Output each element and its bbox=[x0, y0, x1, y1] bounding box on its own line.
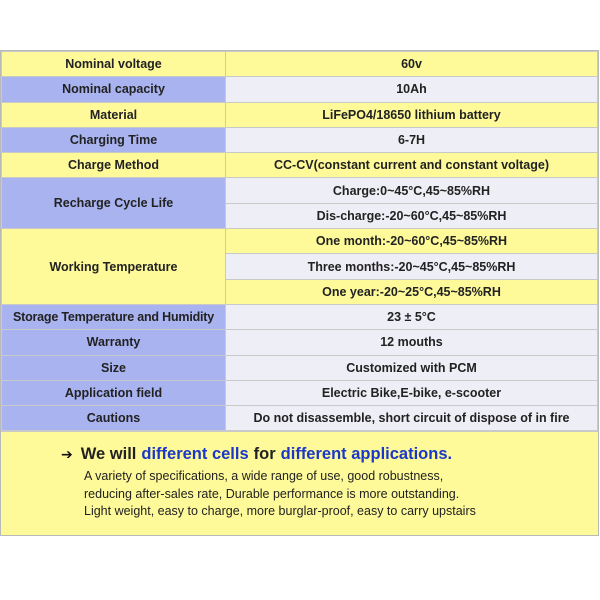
headline-highlight-1: different cells bbox=[141, 445, 249, 464]
row-value: LiFePO4/18650 lithium battery bbox=[226, 102, 598, 127]
table-row bbox=[2, 127, 598, 152]
row-value: CC-CV(constant current and constant voltage) bbox=[226, 153, 598, 178]
spec-sheet bbox=[0, 50, 599, 536]
table-row bbox=[2, 102, 598, 127]
row-value: One month:-20~60°C,45~85%RH bbox=[226, 229, 598, 254]
row-value: 23 ± 5°C bbox=[226, 304, 598, 329]
table-row bbox=[2, 77, 598, 102]
headline-prefix: We will bbox=[80, 445, 137, 464]
row-label: Recharge Cycle Life bbox=[2, 178, 226, 229]
note-headline bbox=[61, 445, 598, 464]
headline-highlight-2: different applications bbox=[280, 445, 448, 464]
row-label: Size bbox=[2, 355, 226, 380]
row-label: Charge Method bbox=[2, 153, 226, 178]
row-label: Working Temperature bbox=[2, 229, 226, 305]
row-label: Application field bbox=[2, 380, 226, 405]
spec-table bbox=[1, 51, 598, 431]
table-row bbox=[2, 178, 598, 203]
row-value: Electric Bike,E-bike, e-scooter bbox=[226, 380, 598, 405]
row-value: Dis-charge:-20~60°C,45~85%RH bbox=[226, 203, 598, 228]
row-label: Warranty bbox=[2, 330, 226, 355]
table-row bbox=[2, 355, 598, 380]
note-line: reducing after-sales rate, Durable performance is more outstanding. bbox=[84, 486, 460, 501]
row-label: Material bbox=[2, 102, 226, 127]
table-row bbox=[2, 229, 598, 254]
row-value: 10Ah bbox=[226, 77, 598, 102]
row-value: Charge:0~45°C,45~85%RH bbox=[226, 178, 598, 203]
table-row bbox=[2, 406, 598, 431]
table-row bbox=[2, 52, 598, 77]
note-line: Light weight, easy to charge, more burglar-proof, easy to carry upstairs bbox=[84, 504, 476, 519]
row-value: One year:-20~25°C,45~85%RH bbox=[226, 279, 598, 304]
row-value: Do not disassemble, short circuit of dispose of in fire bbox=[226, 406, 598, 431]
arrow-right-icon: ➔ bbox=[61, 446, 73, 463]
row-label: Nominal capacity bbox=[2, 77, 226, 102]
note-line: A variety of specifications, a wide range of use, good robustness, bbox=[84, 469, 444, 484]
headline-end: . bbox=[447, 445, 453, 464]
note-panel bbox=[1, 431, 598, 535]
table-row bbox=[2, 330, 598, 355]
row-value: Customized with PCM bbox=[226, 355, 598, 380]
table-row bbox=[2, 380, 598, 405]
row-value: Three months:-20~45°C,45~85%RH bbox=[226, 254, 598, 279]
row-label: Cautions bbox=[2, 406, 226, 431]
table-row bbox=[2, 153, 598, 178]
row-label: Nominal voltage bbox=[2, 52, 226, 77]
table-row bbox=[2, 304, 598, 329]
headline-mid: for bbox=[253, 445, 276, 464]
row-label: Charging Time bbox=[2, 127, 226, 152]
row-label: Storage Temperature and Humidity bbox=[2, 304, 226, 329]
row-value: 12 mouths bbox=[226, 330, 598, 355]
row-value: 6-7H bbox=[226, 127, 598, 152]
row-value: 60v bbox=[226, 52, 598, 77]
